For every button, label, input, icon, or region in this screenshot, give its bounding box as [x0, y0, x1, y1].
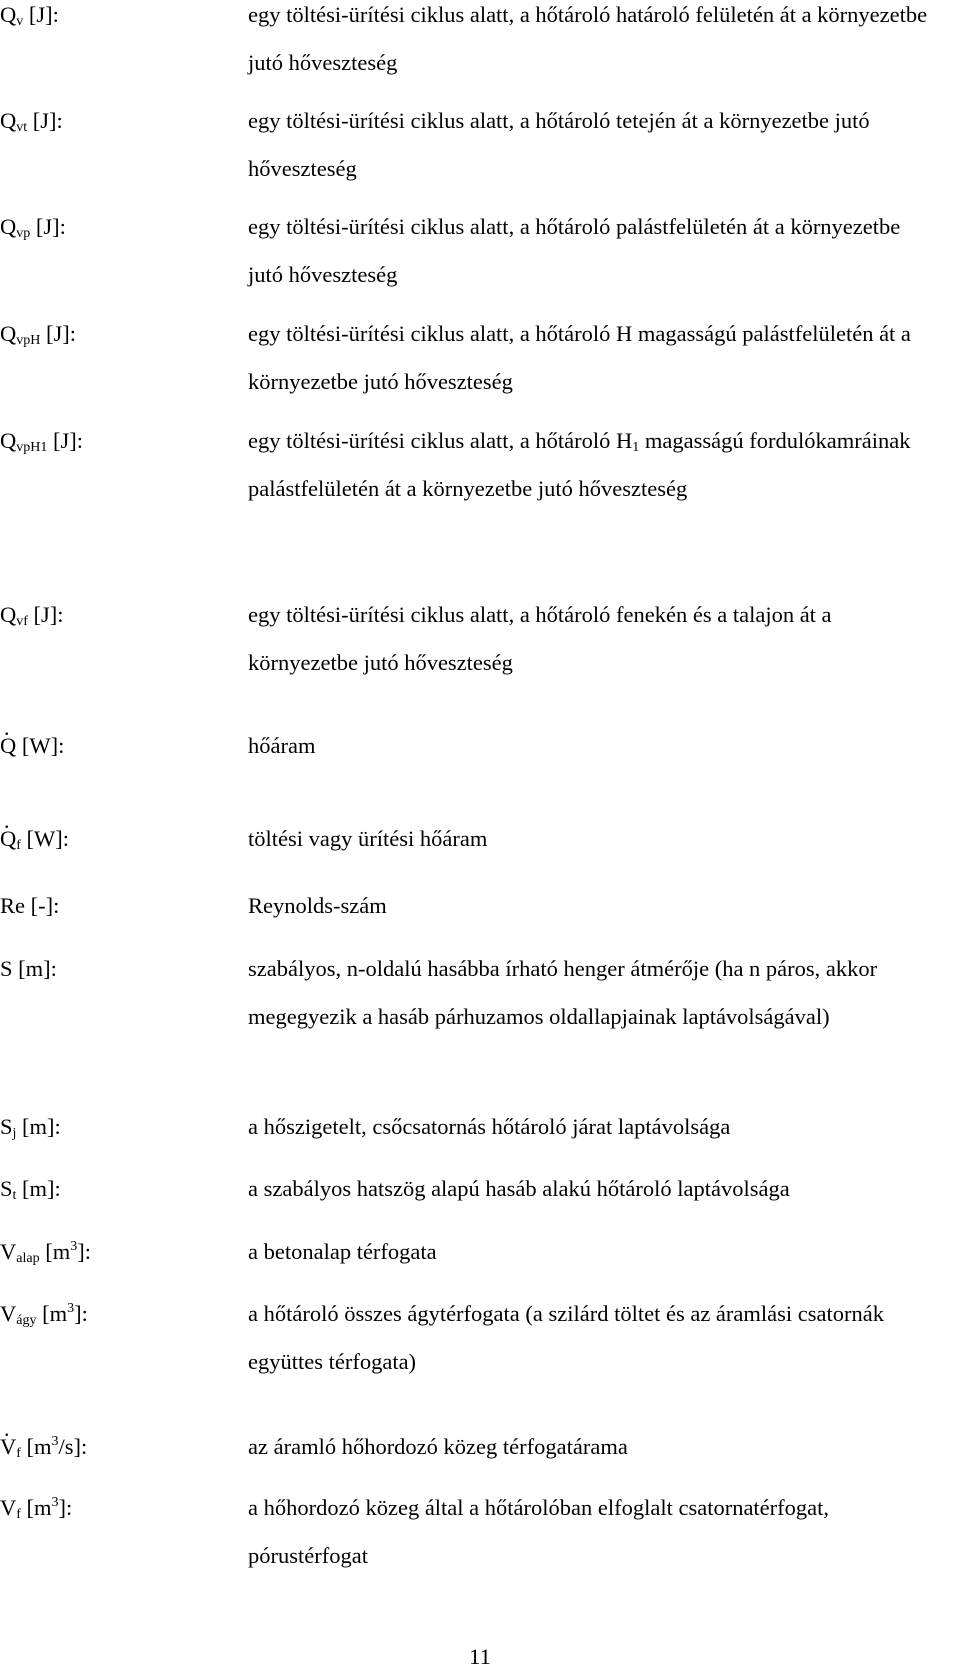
symbol-q-vph: [0, 323, 230, 346]
symbol-q-vph1: [0, 430, 230, 453]
symbol-unit: [m: [20, 1434, 52, 1459]
symbol-letter: . Q: [0, 828, 16, 851]
symbol-subscript: vt: [16, 120, 28, 135]
symbol-unit: [J]:: [27, 602, 64, 627]
definition-q-dot-f: töltési vagy ürítési hőáram: [248, 826, 488, 851]
symbol-unit: [m: [36, 1301, 68, 1326]
symbol-unit: [J]:: [47, 428, 83, 453]
symbol-q-dot-f: [0, 828, 230, 851]
symbol-s: [0, 958, 230, 981]
symbol-unit: [J]:: [23, 2, 59, 27]
symbol-letter: V: [0, 1301, 17, 1326]
symbol-unit: [J]:: [27, 108, 63, 133]
symbol-letter: Q: [0, 2, 17, 27]
symbol-v-agy: [0, 1303, 230, 1326]
symbol-subscript: t: [12, 1188, 17, 1203]
symbol-letter: Q: [0, 108, 17, 133]
symbol-subscript: vpH: [16, 333, 41, 348]
symbol-letter: Q: [0, 321, 17, 346]
symbol-subscript: vf: [16, 614, 28, 629]
symbol-superscript: 3: [51, 1495, 59, 1510]
definition-q-v: egy töltési-ürítési ciklus alatt, a hőtároló határoló felületén át a környezetbe jutó hőveszteség: [248, 2, 928, 75]
definition-v-agy: a hőtároló összes ágytérfogata (a szilárd töltet és az áramlási csatornák együttes térfogata): [248, 1301, 884, 1374]
symbol-subscript: vp: [16, 226, 31, 241]
symbol-subscript: vpH1: [16, 440, 48, 455]
symbol-superscript: 3: [67, 1301, 75, 1316]
definition-v-alap: a betonalap térfogata: [248, 1239, 437, 1264]
definition-v-f: a hőhordozó közeg által a hőtárolóban elfoglalt csatornatérfogat, pórustérfogat: [248, 1495, 830, 1568]
symbol-unit: [J]:: [40, 321, 76, 346]
symbol-re: [0, 895, 230, 918]
definition-re: Reynolds-szám: [248, 893, 387, 918]
definition-s: szabályos, n-oldalú hasábba írható henger átmérője (ha n páros, akkor megegyezik a hasáb párhuzamos oldallapjainak laptávolságával): [248, 956, 878, 1029]
definition-q-dot: hőáram: [248, 733, 316, 758]
symbol-subscript: f: [16, 1507, 21, 1522]
symbol-s-t: [0, 1178, 230, 1201]
symbol-letter: Q: [0, 214, 17, 239]
symbol-subscript: ágy: [16, 1313, 37, 1328]
symbol-unit: ]:: [77, 1239, 91, 1264]
symbol-letter: . V: [0, 1436, 16, 1459]
definition-subscript: 1: [632, 440, 640, 455]
symbol-unit: [W]:: [20, 826, 70, 851]
symbol-unit: ]:: [58, 1495, 73, 1520]
symbol-unit: [m]:: [16, 1176, 61, 1201]
symbol-unit: ]:: [74, 1301, 88, 1326]
symbol-unit: [J]:: [30, 214, 66, 239]
symbol-unit: [W]:: [16, 733, 65, 758]
symbol-q-vf: [0, 604, 230, 627]
symbol-unit: [m]:: [12, 956, 57, 981]
symbol-subscript: alap: [16, 1251, 40, 1266]
symbol-q-v: [0, 4, 230, 27]
symbol-subscript: f: [16, 838, 21, 853]
symbol-unit: [-]:: [25, 893, 60, 918]
definition-q-vph1: [248, 417, 938, 513]
symbol-v-dot-f: [0, 1436, 230, 1459]
definition-text: egy töltési-ürítési ciklus alatt, a hőtároló H: [248, 428, 633, 453]
symbol-letter: Q: [0, 602, 17, 627]
definition-q-vph: egy töltési-ürítési ciklus alatt, a hőtároló H magasságú palástfelületén át a környezetbe jutó hőveszteség: [248, 321, 911, 394]
symbol-letter: S: [0, 1176, 13, 1201]
definition-q-vf: egy töltési-ürítési ciklus alatt, a hőtároló fenekén és a talajon át a környezetbe jutó hőveszteség: [248, 602, 832, 675]
symbol-v-f: [0, 1497, 230, 1520]
symbol-letter: Re: [0, 893, 25, 918]
definition-s-t: a szabályos hatszög alapú hasáb alakú hőtároló laptávolsága: [248, 1176, 790, 1201]
symbol-unit: /s]:: [58, 1434, 88, 1459]
symbol-subscript: f: [16, 1446, 21, 1461]
definition-v-dot-f: az áramló hőhordozó közeg térfogatárama: [248, 1434, 628, 1459]
symbol-superscript: 3: [51, 1434, 59, 1449]
symbol-unit: [m: [20, 1495, 52, 1520]
symbol-superscript: 3: [70, 1239, 78, 1254]
symbol-letter: V: [0, 1239, 17, 1264]
symbol-unit: [m]:: [16, 1114, 61, 1139]
symbol-v-alap: [0, 1241, 230, 1264]
symbol-s-j: [0, 1116, 230, 1139]
symbol-subscript: j: [12, 1126, 17, 1141]
symbol-unit: [m: [39, 1239, 71, 1264]
symbol-q-vp: [0, 216, 230, 239]
definition-q-vt: egy töltési-ürítési ciklus alatt, a hőtároló tetején át a környezetbe jutó hőveszteség: [248, 108, 870, 181]
symbol-q-dot: [0, 735, 230, 758]
symbol-letter: . Q: [0, 735, 16, 758]
symbol-q-vt: [0, 110, 230, 133]
symbol-letter: Q: [0, 428, 17, 453]
symbol-subscript: v: [16, 14, 24, 29]
page-number: 11: [469, 1644, 491, 1669]
definition-s-j: a hőszigetelt, csőcsatornás hőtároló járat laptávolsága: [248, 1114, 731, 1139]
definition-q-vp: egy töltési-ürítési ciklus alatt, a hőtároló palástfelületén át a környezetbe jutó hőveszteség: [248, 214, 901, 287]
symbol-letter: V: [0, 1495, 17, 1520]
symbol-letter: S: [0, 1114, 13, 1139]
definition-text: magasságú fordulókamráinak palástfelületén át a környezetbe jutó hőveszteség: [248, 428, 911, 501]
symbol-letter: S: [0, 956, 13, 981]
